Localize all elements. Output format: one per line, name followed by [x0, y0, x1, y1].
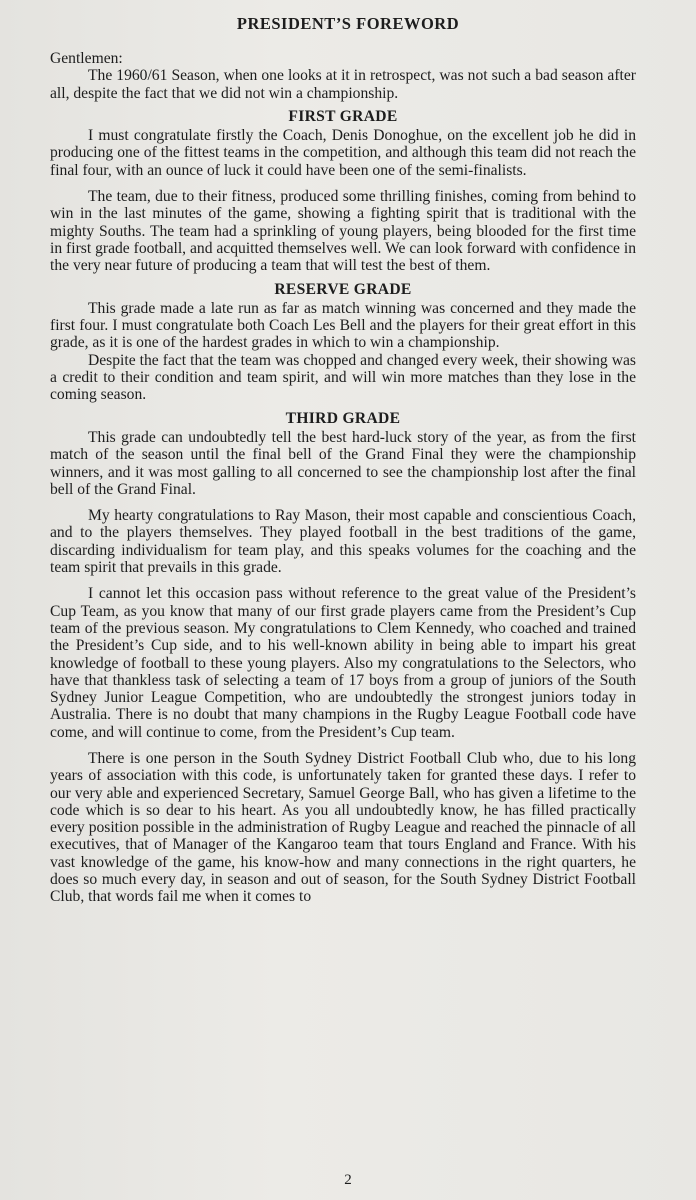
section-heading-third-grade: THIRD GRADE [285, 409, 401, 427]
section-heading-reserve-grade: RESERVE GRADE [274, 280, 412, 298]
reserve-grade-paragraph-1: This grade made a late run as far as match winning was concerned and they made the first four. I must congratulate both Coach Les Bell and the players for their great effort in this grade, as it is one of the hardest grades in which to win a championship. [50, 299, 636, 352]
section-heading-first-grade: FIRST GRADE [288, 107, 398, 125]
page-title: PRESIDENT’S FOREWORD [236, 14, 460, 33]
first-grade-paragraph-1: I must congratulate firstly the Coach, Denis Donoghue, on the excellent job he did in producing one of the fittest teams in the competition, and although this team did not reach the final four, with an ounce of luck it could have been one of the semi-finalists. [50, 127, 636, 179]
salutation: Gentlemen: [50, 50, 123, 67]
third-grade-paragraph-1: This grade can undoubtedly tell the best hard-luck story of the year, as from the first match of the season until the final bell of the Grand Final they were the championship winners, and it was most galling to all concerned to see the championship lost after the final bell of the Grand Final. [50, 428, 636, 498]
document-body [50, 50, 636, 906]
reserve-grade-paragraph-2: Despite the fact that the team was chopped and changed every week, their showing was a credit to their condition and team spirit, and will win more matches than they lose in the coming season. [50, 351, 636, 404]
third-grade-paragraph-2: My hearty congratulations to Ray Mason, their most capable and conscientious Coach, and to the players themselves. They played football in the best traditions of the game, discarding individualism for team play, and this speaks volumes for the coaching and the team spirit that prevails in this grade. [50, 507, 636, 577]
intro-paragraph: The 1960/61 Season, when one looks at it in retrospect, was not such a bad season after all, despite the fact that we did not win a championship. [50, 67, 636, 102]
secretary-paragraph: There is one person in the South Sydney District Football Club who, due to his long years of association with this code, is unfortunately taken for granted these days. I refer to our very able and experienced Secretary, Samuel George Ball, who has given a lifetime to the code which is so dear to his heart. As you all undoubtedly know, he has filled practically every position possible in the administration of Rugby League and reached the pinnacle of all executives, that of Manager of the Kangaroo team that tours England and France. With his vast knowledge of the game, his know-how and many connections in the right quarters, he does so much every day, in season and out of season, for the South Sydney District Football Club, that words fail me when it comes to [50, 749, 636, 906]
presidents-cup-paragraph: I cannot let this occasion pass without reference to the great value of the President’s Cup Team, as you know that many of our first grade players came from the President’s Cup team of the previous season. My congratulations to Clem Kennedy, who coached and trained the President’s Cup side, and to his well-known ability in being able to impart his great knowledge of football to these young players. Also my congratulations to the Selectors, who have that thankless task of selecting a team of 17 boys from a group of juniors of the South Sydney Junior League Competition, who are undoubtedly the strongest juniors today in Australia. There is no doubt that many champions in the Rugby League Football code have come, and will continue to come, from the President’s Cup team. [50, 585, 636, 741]
page-number: 2 [344, 1172, 352, 1188]
first-grade-paragraph-2: The team, due to their fitness, produced some thrilling finishes, coming from behind to win in the last minutes of the game, showing a fighting spirit that is traditional with the mighty Souths. The team had a sprinkling of young players, being blooded for the first time in first grade football, and acquitted themselves well. We can look forward with confidence in the very near future of producing a team that will test the best of them. [50, 188, 636, 275]
